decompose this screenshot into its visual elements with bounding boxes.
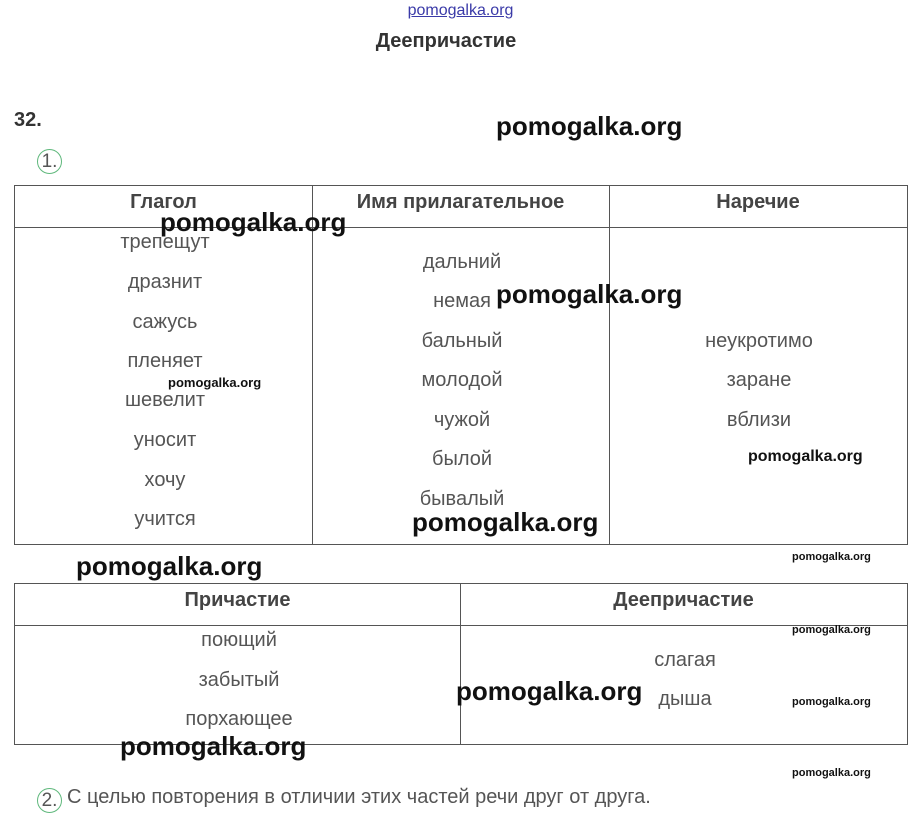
watermark: pomogalka.org [496,279,683,309]
watermark: pomogalka.org [168,375,262,390]
participle-item: порхающее [185,708,293,730]
header-adjective: Имя прилагательное [356,191,565,213]
adjective-item: дальний [422,251,502,273]
adjective-item: бывалый [419,488,505,510]
header-adverb: Наречие [716,191,800,213]
watermark: pomogalka.org [412,507,599,537]
part-1-marker: 1. [37,149,62,174]
gerund-item: дыша [658,688,712,710]
watermark: pomogalka.org [792,767,871,779]
watermark: pomogalka.org [76,551,263,581]
task-number: 32. [14,109,42,131]
page-title: Деепричастие [375,30,517,52]
verb-item: учится [134,508,196,530]
header-participle: Причастие [184,589,291,611]
verb-item: хочу [144,469,186,491]
participle-item: забытый [198,669,280,691]
watermark: pomogalka.org [120,731,307,761]
verb-item: уносит [133,429,197,451]
watermark: pomogalka.org [792,624,871,636]
adjective-item: чужой [433,409,491,431]
site-link[interactable]: pomogalka.org [407,2,514,19]
watermark: pomogalka.org [792,696,871,708]
adjective-item: молодой [421,369,503,391]
adjective-item: немая [433,290,491,312]
header-divider [15,227,907,228]
column-divider [312,186,313,544]
part-2-marker: 2. [37,788,62,813]
adjective-item: бальный [421,330,503,352]
participle-gerund-table [14,583,908,745]
watermark: pomogalka.org [496,111,683,141]
watermark: pomogalka.org [792,551,871,563]
participle-item: поющий [201,629,277,651]
header-divider [15,625,907,626]
verb-item: трепещут [120,231,210,253]
verb-item: пленяет [127,350,203,372]
adjective-item: былой [431,448,493,470]
verb-item: шевелит [124,389,206,411]
gerund-item: слагая [654,649,716,671]
part-2-answer: С целью повторения в отличии этих частей речи друг от друга. [67,786,651,808]
watermark: pomogalka.org [748,448,863,465]
watermark: pomogalka.org [456,676,643,706]
adverb-item: неукротимо [705,330,813,352]
adverb-item: заране [726,369,792,391]
parts-of-speech-table [14,185,908,545]
column-divider [609,186,610,544]
header-verb: Глагол [130,191,197,213]
header-gerund: Деепричастие [613,589,754,611]
adverb-item: вблизи [726,409,792,431]
watermark: pomogalka.org [160,207,347,237]
verb-item: дразнит [127,271,203,293]
verb-item: сажусь [132,311,198,333]
